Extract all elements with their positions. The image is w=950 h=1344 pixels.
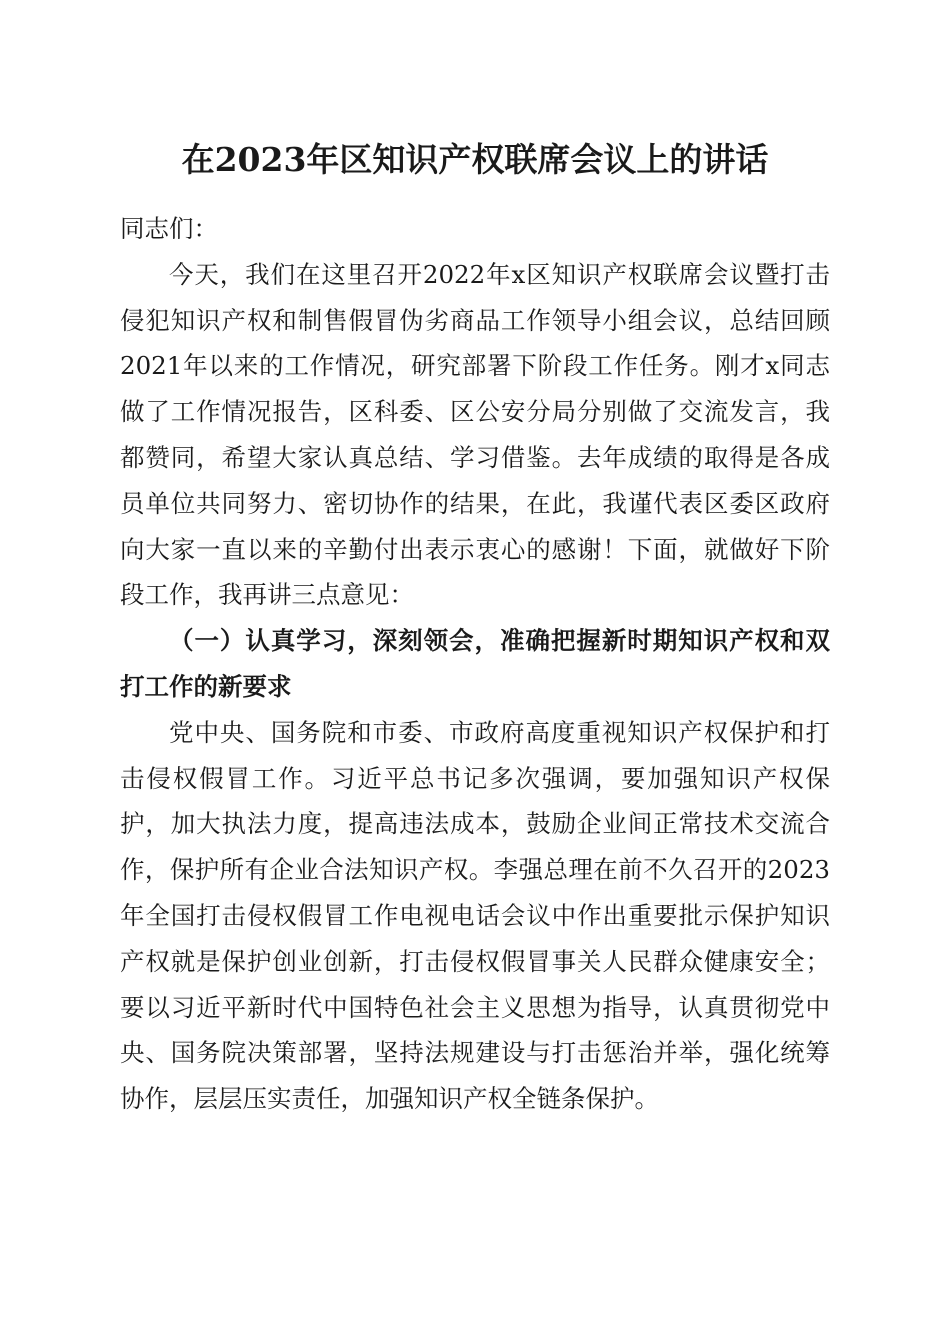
section-heading-1: （一）认真学习，深刻领会，准确把握新时期知识产权和双打工作的新要求	[120, 626, 830, 701]
salutation: 同志们：	[120, 214, 218, 243]
document-body	[120, 206, 830, 1122]
paragraph-requirements: 党中央、国务院和市委、市政府高度重视知识产权保护和打击侵权假冒工作。习近平总书记多次强调，要加强知识产权保护，加大执法力度，提高违法成本，鼓励企业间正常技术交流合作，保护所有企业合法知识产权。李强总理在前不久召开的2023年全国打击侵权假冒工作电视电话会议中作出重要批示保护知识产权就是保护创业创新，打击侵权假冒事关人民群众健康安全；要以习近平新时代中国特色社会主义思想为指导，认真贯彻党中央、国务院决策部署，坚持法规建设与打击惩治并举，强化统筹协作，层层压实责任，加强知识产权全链条保护。	[120, 717, 830, 1114]
paragraph-opening: 今天，我们在这里召开2022年x区知识产权联席会议暨打击侵犯知识产权和制售假冒伪劣商品工作领导小组会议，总结回顾2021年以来的工作情况，研究部署下阶段工作任务。刚才x同志做了工作情况报告，区科委、区公安分局分别做了交流发言，我都赞同，希望大家认真总结、学习借鉴。去年成绩的取得是各成员单位共同努力、密切协作的结果，在此，我谨代表区委区政府向大家一直以来的辛勤付出表示衷心的感谢！下面，就做好下阶段工作，我再讲三点意见：	[120, 259, 830, 610]
document-title: 在2023年区知识产权联席会议上的讲话	[181, 140, 769, 179]
